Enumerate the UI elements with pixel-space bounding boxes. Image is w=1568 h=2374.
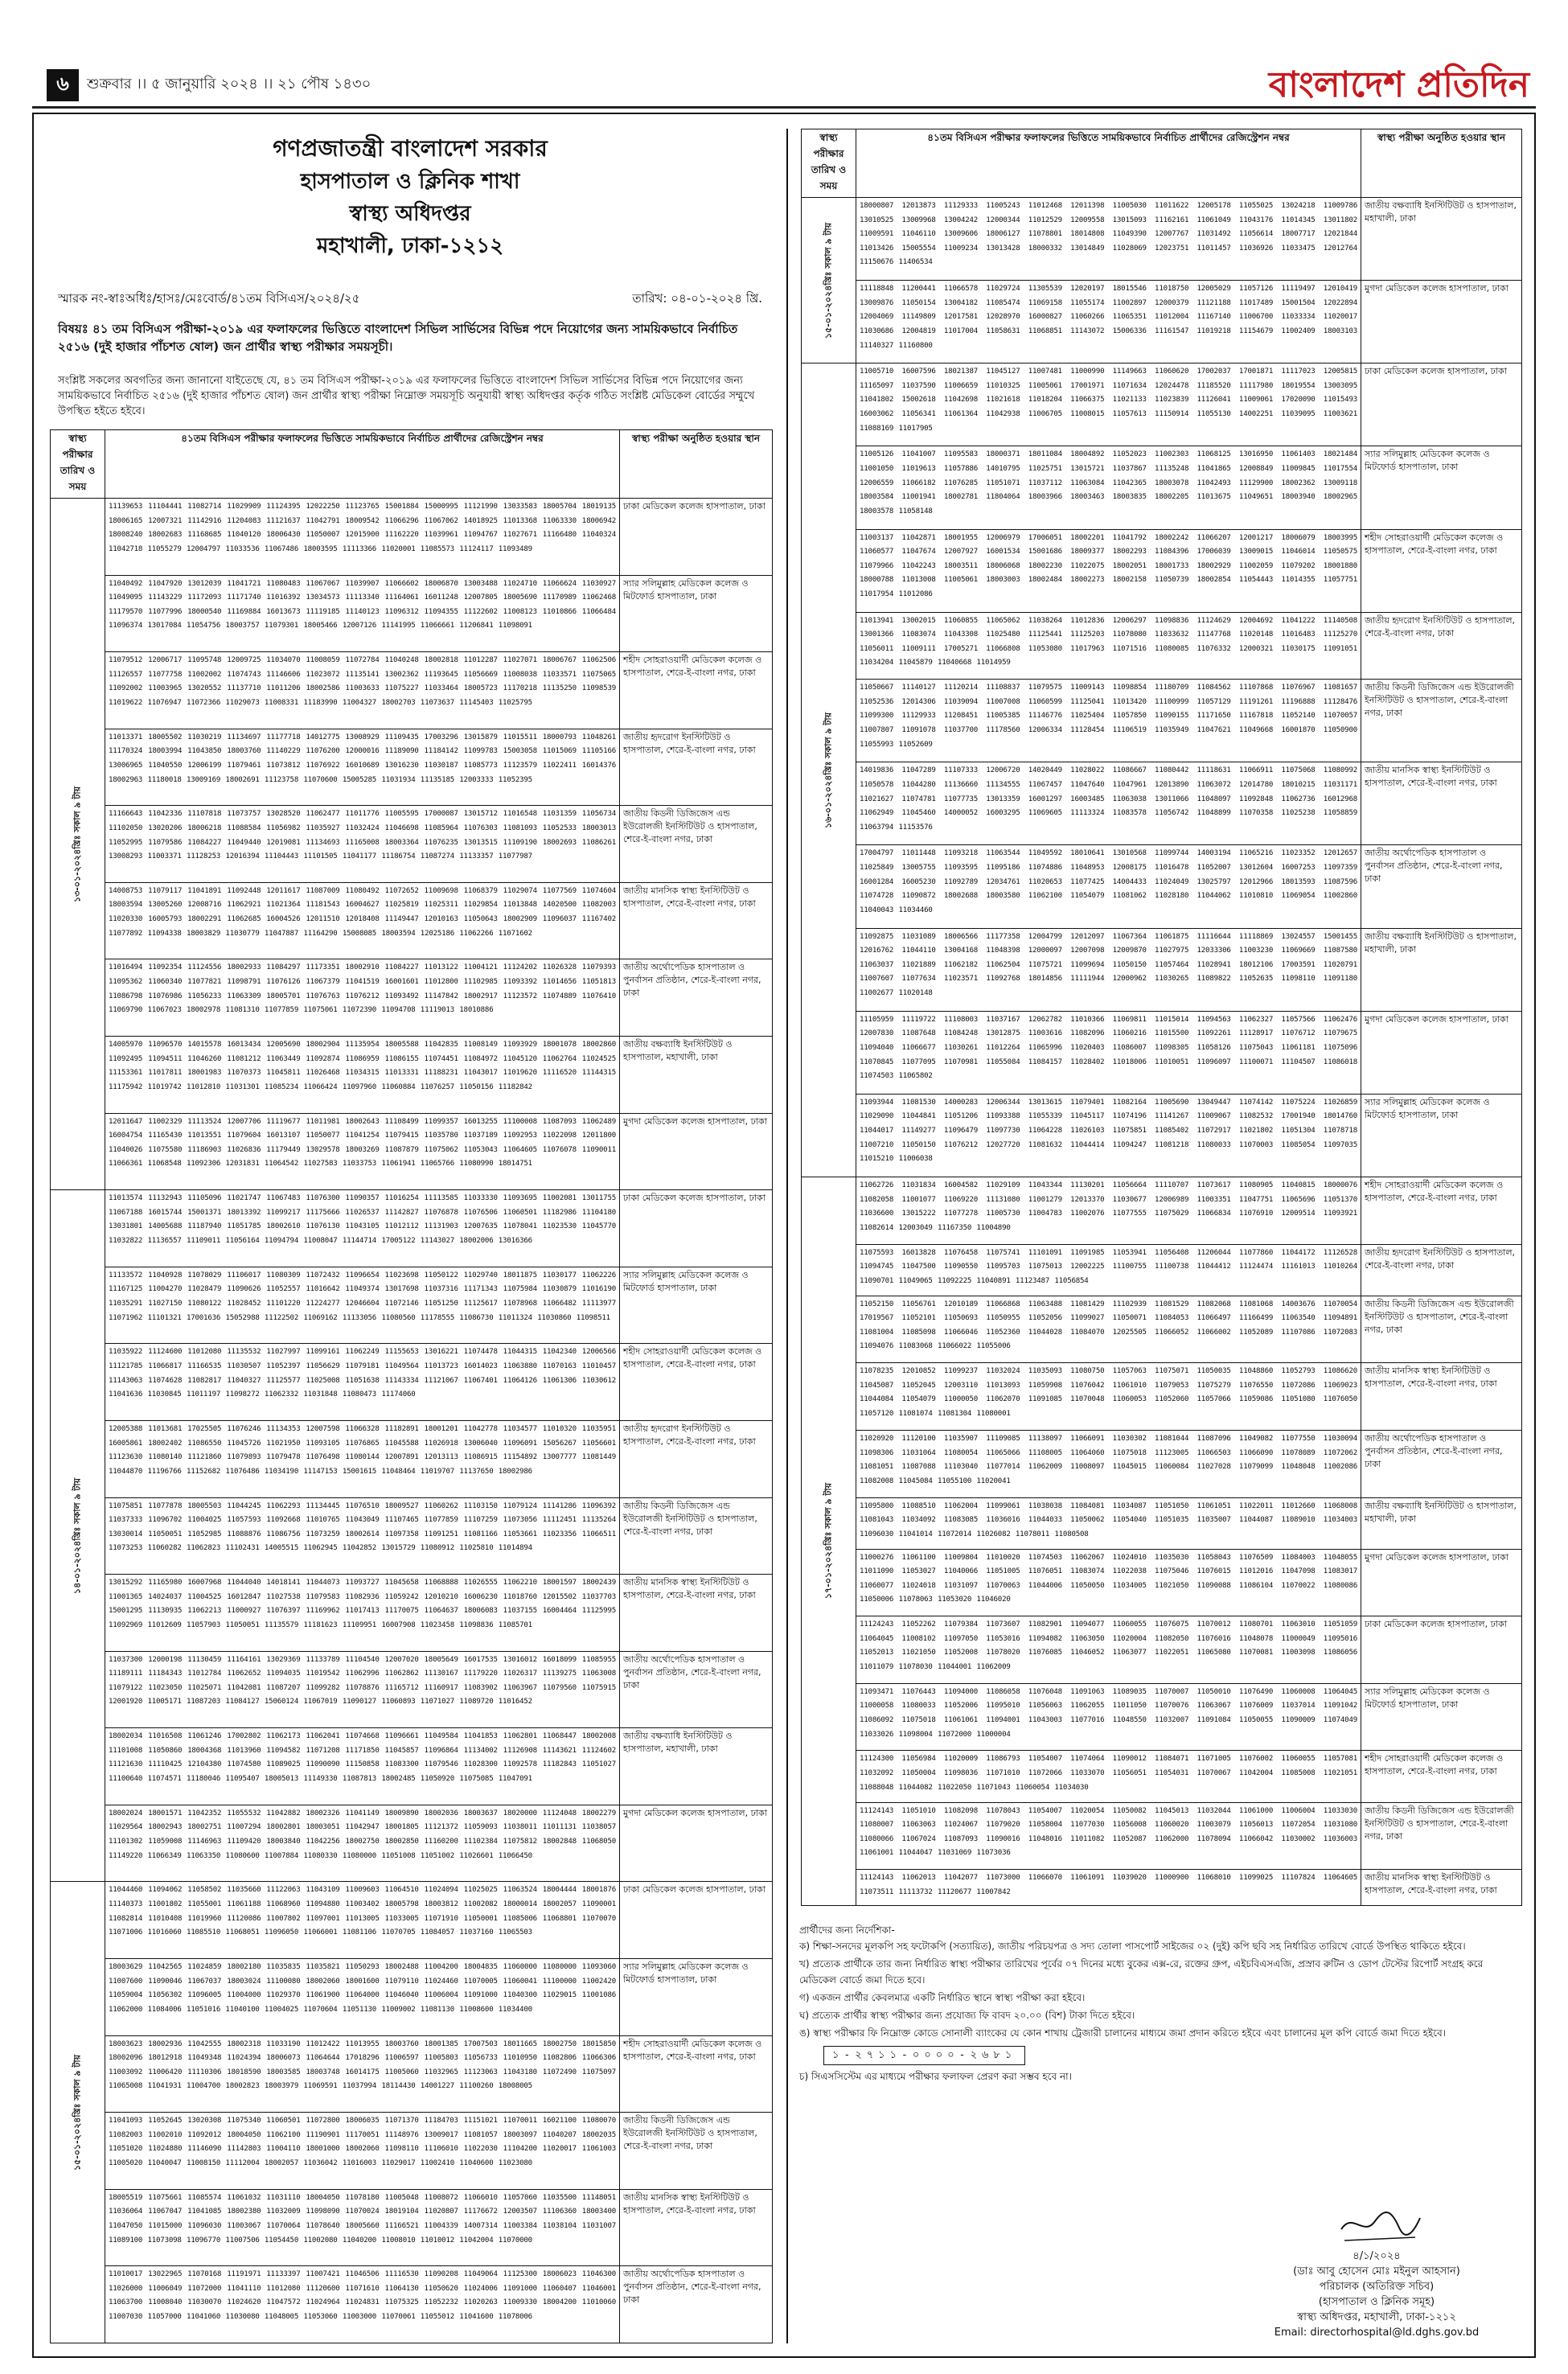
registration-numbers: 18002024 18001571 11042352 11055532 11042882 18002326 11041149 18009890 18002036 18003637 18020000 11124048 18002279 11029564 18002943 18002751 11007294 18002801 18003051 11042947 18001805 11121372 11059093 11038011 11011131 11038057 11101302 11059008 11146963 11109420 18003840 11042256 18002750 18002850 11160200 11102384 11075812 18002848 11068050 11149220 11066349 11063350 11080600 11007884 11080330 11080000 11051008 11051002 11026601 11066450 [105,1805,620,1882]
exam-venue: স্যার সলিমুল্লাহ মেডিকেল কলেজ ও মিটফোর্ড হাসপাতাল, ঢাকা [620,1267,773,1344]
signatory-title: পরিচালক (অতিরিক্ত সচিব) [1319,2281,1435,2293]
signatory-office: স্বাস্থ্য অধিদপ্তর, মহাখালী, ঢাকা-১২১২ [1297,2311,1456,2323]
exam-venue: জাতীয় অর্থোপেডিক হাসপাতাল ও পুনর্বাসন প্রতিষ্ঠান, শেরে-ই-বাংলা নগর, ঢাকা [620,959,773,1037]
table-row [802,446,1522,529]
exam-venue: ঢাকা মেডিকেল কলেজ হাসপাতাল, ঢাকা [620,1190,773,1267]
registration-numbers: 14019836 11047289 11107333 12006720 14020449 11028022 11086667 11080442 11118631 11066911 11075068 11080992 11050578 11044280 11136660 11134555 11067457 11047640 11047961 12013890 11063072 12014780 18010215 11031171 11021627 11074781 11077735 13013359 16001297 16003485 11063038 13011066 11048097 11092848 11062736 16012968 11062949 11045460 14000052 16003295 11069605 11113324 11083578 11056742 11048899 11070358 11025238 11058859 11063794 11153576 [856,762,1361,845]
registration-numbers: 12005388 11013681 17025505 11076246 11134353 12007598 11066328 11182891 18001201 11042778 11034577 11010320 11035951 16005861 18002402 11086550 11045726 11021950 11093105 11076865 11045588 11026918 13006040 11096091 15056267 11056601 11123630 11080140 11121860 11079893 11079478 11076498 11080144 12007891 12013113 11086915 11154892 13007777 11081449 11044870 11196766 11152682 11076486 11034190 11147153 15001615 11048464 11019707 11137650 18002986 [105,1420,620,1497]
exam-venue: ঢাকা মেডিকেল কলেজ হাসপাতাল, ঢাকা [1361,363,1522,446]
header-date: স্বাস্থ্য পরীক্ষার তারিখ ও সময় [802,129,856,198]
registration-numbers: 11105959 11119722 11108003 11037167 12062782 11010366 11069811 11015014 11094563 11062327 11057566 11062476 12007830 11087648 11084248 13012875 11003616 11082096 11060216 11015500 11092261 11128917 11076712 11079675 11094040 11066677 11030261 11012264 11065996 11020403 11086007 11098305 11058126 11075043 11061181 11075096 11070845 11077095 11070981 11055084 11084157 11028402 11018006 11010051 11096097 11100071 11104507 11086018 11074503 11065802 [856,1011,1361,1094]
header-registrations: ৪১তম বিসিএস পরীক্ষার ফলাফলের ভিত্তিতে সাময়িকভাবে নির্বাচিত প্রার্থীদের রেজিস্ট্রেশন নম্বর [856,129,1361,198]
instruction-item: ক) শিক্ষা-সনদের মূলকপি সহ ফটোকপি (সত্যায়িত), জাতীয় পরিচয়পত্র ও সদ্য তোলা পাসপোর্ট সাইজের ০২ (দুই) কপি ছবি সহ নির্ধারিত তারিখে বোর্ডে উপস্থিত থাকিতে হইবে। [799,1941,1466,1952]
handwritten-signature [1216,2205,1537,2249]
registration-numbers: 11092875 11031089 18006566 11177358 12004799 12012097 11067364 11061875 11116644 11118869 13024557 15001455 12016762 11044110 13004168 11048398 12000097 12007098 12009870 11027975 12033306 11003230 11069669 11087580 11063037 11021889 11062182 11062504 11075721 11099694 11050150 11057464 11028941 18012106 17003591 11020791 11007607 11077634 11023571 11092768 18014856 11111944 12000962 11030265 11089822 11052635 11098110 11091180 11002677 11020148 [856,928,1361,1011]
registration-numbers: 11062726 11031834 16004582 11029109 11043344 11130201 11056664 11110707 11073617 11080905 11040815 18000076 11082058 11001077 11069220 11131080 11001279 12013370 11030677 12006989 11003351 11047751 11065696 11051370 11036600 13015222 11077278 11005730 11004783 11002076 11077555 11075029 11066834 11076910 12009514 11093921 11082614 12003049 11167350 11004890 [856,1177,1361,1244]
exam-venue: মুগদা মেডিকেল কলেজ হাসপাতাল, ঢাকা [1361,1549,1522,1616]
registration-numbers: 11035922 11124600 11012080 11135532 11027997 11099161 11062249 11155653 13016221 11074478 11044315 11042340 12006566 11121785 11066817 11166535 11030507 11052397 11056629 11079181 11049564 11013723 16014023 11063880 11070163 11010457 11143063 11074628 11082817 11040327 11125577 11025008 11051638 11143334 11121067 11067401 11064126 11061306 11030612 11041636 11030845 11011197 11098272 11062332 11031848 11080473 11174060 [105,1344,620,1421]
registration-numbers: 11005710 16007596 18021387 11045127 11007481 11000990 11149663 11060620 17002037 17001871 11117023 12005815 11165097 11037590 11006659 11010325 11005061 17001971 11071634 12024478 11185520 11117980 18019554 13003095 11041802 15002618 11042698 11021618 11018204 11066375 11021133 11023839 11126041 11009061 17020090 11015493 16003062 11056341 11061364 11042938 11006705 11008015 11057613 11150914 11055130 14002251 11039095 11003621 11088169 11017905 [856,363,1361,446]
exam-venue: জাতীয় হৃদরোগ ইনস্টিটিউট ও হাসপাতাল, শেরে-ই-বাংলা নগর, ঢাকা [1361,1244,1522,1296]
exam-venue: শহীদ সোহরাওয়ার্দী মেডিকেল কলেজ ও হাসপাতাল, শেরে-ই-বাংলা নগর, ঢাকা [1361,529,1522,612]
registration-numbers: 11075593 16013828 11076458 11075741 11101091 11091985 11053941 11056408 11206044 11077860 11044172 11126528 11094745 11047500 11090550 11095703 11075013 12002225 11100755 11100738 11044412 11124474 11161013 11010264 11090701 11049065 11092225 11040891 11123487 11056854 [856,1244,1361,1296]
table-row [802,1296,1522,1363]
registration-numbers: 11013941 13002015 11060855 11065062 11038264 11012836 12006297 11098836 11124629 12004692 11041222 11140508 13001366 11083074 11043308 11025480 11125441 11125203 11078080 11033632 11147768 11020148 11016483 11125270 11056011 11009111 17005271 11066808 11053080 11017963 11071516 11080085 11076332 12000321 11030175 11091051 11034204 11045879 11040668 11014959 [856,612,1361,680]
instruction-item: চ) সিএসসিস্টেম এর মাধ্যমে পরীক্ষার ফলাফল প্রেরণ করা সম্ভব হবে না। [799,2071,1072,2082]
table-row [51,1958,773,2035]
signatory-name: (ডাঃ আবু হোসেন মোঃ মইনুল আহসান) [1293,2265,1460,2277]
exam-venue: জাতীয় কিডনী ডিজিজেস এন্ড ইউরোলজী ইনস্টিটিউট ও হাসপাতাল, শেরে-ই-বাংলা নগর, ঢাকা [1361,1296,1522,1363]
table-row [802,1802,1522,1870]
registration-numbers: 11078235 12010852 11099237 11032024 11035093 11080750 11057063 11075071 11050035 11048860 11052793 11086620 11045087 11052045 12003110 11013093 11059908 11076042 11061010 11079053 11075279 11076550 11072086 11069023 11044084 11054079 11000050 11062070 11091085 11070048 11060053 11052060 11057066 11059086 11051080 11076050 11057120 11081074 11081304 11080001 [856,1363,1361,1431]
header-venue: স্বাস্থ্য পরীক্ষা অনুষ্ঠিত হওয়ার স্থান [1361,129,1522,198]
contact-email: Email: directorhospital@ld.dghs.gov.bd [1274,2327,1480,2339]
instruction-item: ঘ) প্রত্যেক প্রার্থীর স্বাস্থ্য পরীক্ষার জন্য প্রযোজ্য ফি বাবদ ২০.০০ (বিশ) টাকা দিতে হইবে। [799,2010,1135,2021]
registration-numbers: 11095800 11088510 11062004 11099061 11038038 11084081 11034087 11051050 11061051 11022011 11012660 11068008 11081043 11034092 11083085 11036016 11044033 11050062 11054040 11051035 11035007 11044087 11089010 11034003 11096030 11041014 11072014 11026082 11078011 11080508 [856,1497,1361,1549]
exam-date-cell [51,1882,105,2343]
table-row [51,1882,773,1959]
notice-intro: সংশ্লিষ্ট সকলের অবগতির জন্য জানানো যাইতেছে যে, ৪১ তম বিসিএস পরীক্ষা-২০১৯ এর ফলাফলের ভিত্তিতে বাংলাদেশ সিভিল সার্ভিসের বিভিন্ন পদে নিয়োগের জন্য সাময়িকভাবে নির্বাচিত ২৫১৬ (দুই হাজার পাঁচশত ষোল) জন প্রার্থীর স্বাস্থ্য পরীক্ষা নিম্নোক্ত সময়সূচি অনুযায়ী স্বাস্থ্য অধিদপ্তর কর্তৃক গঠিত সংশ্লিষ্ট মেডিকেল বোর্ডের সম্মুখে উপস্থিত হইতে হইবে। [58,375,755,417]
exam-venue: জাতীয় কিডনী ডিজিজেস এন্ড ইউরোলজী ইনস্টিটিউট ও হাসপাতাল, শেরে-ই-বাংলা নগর, ঢাকা [1361,680,1522,762]
memo-line [58,290,762,310]
table-row [802,198,1522,281]
table-row [51,1805,773,1882]
memo-number: স্মারক নং-স্বাঃঅধিঃ/হাসঃ/মেঃবোর্ড/৪১তম বিসিএস/২০২৪/২৫ [58,291,360,306]
exam-venue: স্যার সলিমুল্লাহ মেডিকেল কলেজ ও মিটফোর্ড হাসপাতাল, ঢাকা [1361,1683,1522,1751]
exam-date: ১৫-০১-২০২৪খ্রিঃ সকাল ৯ টায় [72,2054,82,2171]
dateline: শুক্রবার ।। ৫ জানুয়ারি ২০২৪ ।। ২১ পৌষ ১৪৩০ [87,76,371,92]
exam-date-cell [51,499,105,1190]
exam-venue: জাতীয় কিডনী ডিজিজেস এন্ড ইউরোলজী ইনস্টিটিউট ও হাসপাতাল, শেরে-ই-বাংলা নগর, ঢাকা [1361,1802,1522,1870]
table-row [51,1651,773,1728]
exam-venue: জাতীয় কিডনী ডিজিজেস এন্ড ইউরোলজী ইনস্টিটিউট ও হাসপাতাল, শেরে-ই-বাংলা নগর, ঢাকা [620,806,773,883]
table-row [51,1037,773,1114]
exam-venue: জাতীয় মানসিক স্বাস্থ্য ইনস্টিটিউট ও হাসপাতাল, শেরে-ই-বাংলা নগর, ঢাকা [1361,1870,1522,1906]
table-row [802,1363,1522,1431]
registration-numbers: 11016494 11092354 11124556 18002933 11084297 11173351 18002910 11084227 11013122 11004121 11124202 11026328 11079393 11095362 11060340 11077821 11098791 11076126 11067379 11041519 16001601 11012800 11102985 11093392 11014656 11051813 11086798 11076986 11056233 11063309 18005701 11076763 11076212 11093492 11147842 18002917 11123572 11074889 11076410 11069790 11067023 18002978 11081310 11077859 11075061 11072390 11094708 11119013 18010886 [105,959,620,1037]
signature-block [1216,2205,1537,2340]
exam-venue: জাতীয় হৃদরোগ ইনস্টিটিউট ও হাসপাতাল, শেরে-ই-বাংলা নগর, ঢাকা [1361,612,1522,680]
table-row [802,845,1522,928]
table-row [802,1177,1522,1244]
registration-numbers: 11124143 11051010 11082098 11078043 11054007 11020054 11050082 11045013 11032044 11061000 11006004 11033030 11080007 11063063 11024067 11079020 11058004 11077030 11056008 11060020 11003079 11056013 11072054 11031080 11080066 11067024 11087093 11090016 11048016 11011082 11052087 11062000 11078094 11066042 11030002 11036003 11061001 11044047 11031069 11073036 [856,1802,1361,1870]
header-location: মহাখালী, ঢাকা-১২১২ [316,234,504,258]
table-row [51,2266,773,2343]
registration-numbers: 11052150 11056761 12010189 11066868 11063488 11081429 11102939 11081529 11082068 11081068 14003676 11070054 17019567 11052101 11050693 11050955 11052056 11099027 11050071 11084053 11066497 11166499 11063540 11094891 11081004 11085098 11066046 11052360 11044028 11084070 12025505 11066052 11066002 11052089 11107086 11072083 11094076 11083068 11066022 11055006 [856,1296,1361,1363]
table-row [51,1344,773,1421]
table-row [51,1267,773,1344]
registration-numbers: 14005970 11096570 14015578 16013434 12005690 18002904 11135954 18005588 11042835 11008149 11093929 18001078 18002860 11092495 11094511 11046260 11081212 11063449 11092874 11086959 11086155 11074451 11084972 11045120 11062764 11024525 11153361 11017811 18001983 11070373 11045811 11026468 11034315 11013331 11188231 11043017 11019620 11116520 11144315 11175942 11019742 11012810 11031301 11085234 11066424 11097960 11060884 11076257 11050156 11182842 [105,1037,620,1114]
header-registrations: ৪১তম বিসিএস পরীক্ষার ফলাফলের ভিত্তিতে সাময়িকভাবে নির্বাচিত প্রার্থীদের রেজিস্ট্রেশন নম্বর [105,430,620,499]
exam-date: ১৪-০১-২০২৪খ্রিঃ সকাল ৯ টায় [72,1477,82,1594]
exam-venue: শহীদ সোহরাওয়ার্দী মেডিকেল কলেজ ও হাসপাতাল, শেরে-ই-বাংলা নগর, ঢাকা [620,652,773,729]
table-row [802,281,1522,363]
table-row [802,680,1522,762]
table-row [51,1497,773,1575]
table-row [51,2113,773,2190]
registration-numbers: 11040492 11047920 13012039 11041721 11080483 11067067 11039907 11066602 18006870 13003488 11024710 11066624 11030927 11049095 11143229 11172093 11171740 11016392 13034573 11113340 11164061 16011248 12007805 18005690 11170989 11062468 11179570 11077996 18000540 11169884 16013673 11119185 11140123 11096312 11094355 11122602 11008123 11010866 11066484 11096374 13017084 11054756 18003757 11079301 18005466 12007126 11141995 11066661 11206841 11098091 [105,575,620,652]
table-row [51,959,773,1037]
exam-venue: স্যার সলিমুল্লাহ মেডিকেল কলেজ ও মিটফোর্ড হাসপাতাল, ঢাকা [1361,1094,1522,1177]
exam-venue: শহীদ সোহরাওয়ার্দী মেডিকেল কলেজ ও হাসপাতাল, শেরে-ই-বাংলা নগর, ঢাকা [1361,1751,1522,1802]
schedule-table-left [50,429,773,2343]
registration-numbers: 11003137 11042871 18001955 12006979 17006051 18002201 11041792 18002242 11066207 12001217 18006079 18003995 11060577 11047674 12007927 16001534 15001686 18009377 18002293 11084396 17006039 13009015 11046014 11050575 11079966 11042243 18003511 18006068 18002230 11022075 18002051 18001733 18002929 11002059 11079202 18001880 18000788 11013008 11005061 18003003 18002484 18002273 18002158 11050739 18002854 11054443 11014355 11057751 11017954 11012086 [856,529,1361,612]
table-row [802,1094,1522,1177]
treasury-account-code: ১-২৭১১-০০০০-২৬৮১ [823,2046,1025,2065]
registration-numbers: 11075851 11077878 18005503 11044245 11062293 11134445 11076510 18009527 11060262 11103150 11079124 11141286 11096392 11037333 11096702 11004025 11057593 11092668 11010765 11043049 11107465 11077859 11107259 11073056 11112451 11135264 13030014 11050051 11052985 11088876 11086756 11073259 18002614 11097358 11091251 11081166 11053661 11023356 11066511 11073253 11060282 11062823 11102431 14005515 11062945 11042852 13015729 11080912 11025810 11014894 [105,1497,620,1575]
exam-venue: শহীদ সোহরাওয়ার্দী মেডিকেল কলেজ ও হাসপাতাল, শেরে-ই-বাংলা নগর, ঢাকা [620,2035,773,2113]
exam-date: ১৩-০১-২০২৪খ্রিঃ সকাল ৯ টায় [72,786,82,902]
exam-venue: জাতীয় বক্ষব্যাধি ইনস্টিটিউট ও হাসপাতাল, মহাখালী, ঢাকা [620,1037,773,1114]
table-row [51,1190,773,1267]
exam-venue: জাতীয় অর্থোপেডিক হাসপাতাল ও পুনর্বাসন প্রতিষ্ঠান, শেরে-ই-বাংলা নগর, ঢাকা [620,2266,773,2343]
registration-numbers: 11037300 12000198 11130459 11164161 13029369 11133789 11104540 12007020 18005649 16017535 13016012 16018099 11085955 11189111 11184343 11012784 11062652 11094035 11019542 11062996 11062862 11130167 11179220 11026317 11139275 11063008 11079122 11023050 11025071 11042081 11087207 11099282 11078876 11165712 11160917 11083902 11063967 11079560 11075915 12001920 11005171 11087203 11084127 15060124 11067019 11090127 11060893 11071027 11089720 11016452 [105,1651,620,1728]
government-notice [32,113,1536,2358]
exam-date-cell [802,1177,856,1905]
exam-date-cell [51,1190,105,1882]
registration-numbers: 11041093 11052645 13020308 11075340 11060501 11072800 18006035 11071370 11184703 11151021 11070011 16021100 11080070 11082003 11002010 11092012 18004050 11062100 11190901 11170051 11148976 13009017 11081057 18003097 11040207 18002035 11051020 11024880 11146090 11142803 11004110 18001000 18002060 11098110 11106010 11022030 11104200 11020017 11061003 11005020 11040047 11008150 11112004 18002057 11036042 11016003 11029017 11002410 11040600 11023080 [105,2113,620,2190]
registration-numbers: 11013371 18005502 11030219 11134697 11177718 14012775 13008929 11109435 17003296 13015879 11015511 18000793 11048261 11170324 18003994 11043850 18003760 11140229 11076200 12000016 11189090 11184142 11099783 15003058 11015069 11105166 13006965 11040550 12006199 11079461 11073812 11076922 16010689 13016230 11030187 11085773 11123579 11022411 16014376 18002963 11180018 13009169 18002691 11123758 11070600 15005285 11031934 11135185 12003333 11052395 [105,729,620,806]
instruction-item: গ) একজন প্রার্থীর কেবলমাত্র একটি নির্ধারিত স্থানে স্বাস্থ্য পরীক্ষা করা হইবে। [799,1992,1086,2003]
table-row [51,575,773,652]
registration-numbers: 11093944 11081530 14000283 12006344 13013615 11079401 11082164 11005690 13049447 11074142 11075224 11026859 11029090 11044841 11051206 11093388 11055339 11045117 11074196 11141267 11009067 11082532 17001940 18014760 11044017 11149277 11096479 11097730 11064228 11026103 11075851 11085402 11072917 11021802 11051304 11078718 11007210 11050150 11076212 12027720 11081632 11044414 11094247 11081218 11080033 11070003 11085054 11097035 11015210 11006038 [856,1094,1361,1177]
exam-venue: জাতীয় মানসিক স্বাস্থ্য ইনস্টিটিউট ও হাসপাতাল, শেরে-ই-বাংলা নগর, ঢাকা [1361,1363,1522,1431]
header-branch: হাসপাতাল ও ক্লিনিক শাখা [300,170,520,194]
table-row [51,499,773,576]
table-row [51,1728,773,1805]
registration-numbers: 11139653 11104441 11082714 11029909 11124395 12022250 11123765 15001884 15000995 11121990 13033583 18005704 18019135 18006165 12007321 11142916 11204083 11121637 11042791 18009542 11066296 11067062 14018925 11013368 11063330 18006942 18008240 18002683 11168685 11040120 18006430 11050007 12015900 11162220 11039961 11094767 11027671 11166480 11040324 11042718 11055279 12004797 11033536 11067486 18003595 11113366 11020001 11085573 11124117 11093489 [105,499,620,576]
registration-numbers: 17004797 11011448 11093218 11063544 11049592 18010641 13010568 11099744 14003194 11065216 11023352 12012657 11025849 13005755 11093595 11095186 11074886 11048953 12008175 11016478 11052007 13012604 16007253 11097359 16001284 16005230 11092789 12034761 11020653 11077425 14004433 11024049 13025797 12012966 18013593 11087596 11074728 11090872 18002688 18003580 11062100 11054079 11081062 11028180 11044062 11010810 11069054 11002860 11040043 11034460 [856,845,1361,928]
registration-numbers: 11124143 11062013 11042077 11073000 11066070 11061091 11039020 11000900 11068010 11099025 11107824 11064605 11073511 11113732 11120677 11007842 [856,1870,1361,1906]
exam-venue: স্যার সলিমুল্লাহ মেডিকেল কলেজ ও মিটফোর্ড হাসপাতাল, ঢাকা [1361,446,1522,529]
signature-scribble-icon [1336,2205,1425,2249]
table-row [802,1549,1522,1616]
registration-numbers: 11118848 11200441 11066578 11029724 11305539 12020197 18015546 11018750 12005029 11057126 11119497 12010419 13009876 11050154 13004182 11085474 11069158 11055174 11002897 12000379 11121188 11017489 15001504 12022894 12004069 11149809 12017581 12028970 16000827 11060266 11065351 11012004 11167140 11006700 11033334 11020017 11030686 12004819 11017004 11058631 11068851 11143072 15006336 11161547 11019218 11154679 11002409 18003103 11140327 11160800 [856,281,1361,363]
header-department: স্বাস্থ্য অধিদপ্তর [349,202,471,226]
table-row [802,1497,1522,1549]
memo-date: তারিখ: ০৪-০১-২০২৪ খ্রি. [632,291,762,306]
schedule-table-right [801,129,1522,1906]
table-row [51,1575,773,1652]
registration-numbers: 11166643 11042336 11107818 11073757 13028520 11062477 11011776 11005595 17000087 13015712 11016548 11031359 11056734 11102050 13020206 18006218 11088584 11056982 11035927 11032424 11046698 11085964 11076303 11081093 11052533 18003013 11052995 11079586 11084227 11049440 12019081 11134693 11165008 18003364 11076235 13013515 11109190 18002693 11086261 13008293 11003371 11128253 12016394 11104443 11101505 11041177 11186754 11087274 11133357 11077987 [105,806,620,883]
header-date: স্বাস্থ্য পরীক্ষার তারিখ ও সময় [51,430,105,499]
exam-venue: জাতীয় বক্ষব্যাধি ইনস্টিটিউট ও হাসপাতাল, মহাখালী, ঢাকা [620,1728,773,1805]
table-row [802,1011,1522,1094]
exam-venue: জাতীয় মানসিক স্বাস্থ্য ইনস্টিটিউট ও হাসপাতাল, শেরে-ই-বাংলা নগর, ঢাকা [620,2189,773,2266]
table-row [802,1244,1522,1296]
masthead-rule [32,106,1536,109]
table-row [51,1420,773,1497]
exam-date: ১৭-০১-২০২৪খ্রিঃ সকাল ৯ টায় [823,1483,833,1600]
exam-venue: জাতীয় বক্ষব্যাধি ইনস্টিটিউট ও হাসপাতাল, মহাখালী, ঢাকা [1361,198,1522,281]
exam-venue: জাতীয় অর্থোপেডিক হাসপাতাল ও পুনর্বাসন প্রতিষ্ঠান, শেরে-ই-বাংলা নগর, ঢাকা [620,1651,773,1728]
newspaper-logo: বাংলাদেশ প্রতিদিন [1268,64,1529,105]
column-divider [786,129,788,2343]
registration-numbers: 11124243 11052262 11079384 11073607 11082901 11094077 11060055 11076075 11070012 11080701 11063010 11051059 11064045 11008102 11097050 11053016 11094082 11063050 11020004 11082050 11076016 11048078 11000049 11095016 11052013 11021050 11052008 11078020 11076085 11046052 11063077 11022051 11065080 11070081 11003098 11086056 11011079 11078030 11044001 11062009 [856,1616,1361,1684]
exam-venue: জাতীয় কিডনী ডিজিজেস এন্ড ইউরোলজী ইনস্টিটিউট ও হাসপাতাল, শেরে-ই-বাংলা নগর, ঢাকা [620,2113,773,2190]
exam-venue: স্যার সলিমুল্লাহ মেডিকেল কলেজ ও মিটফোর্ড হাসপাতাল, ঢাকা [620,1958,773,2035]
registration-numbers: 11000276 11061100 11009804 11010020 11074503 11062067 11024010 11035030 11058043 11076509 11084003 11048055 11011090 11053027 11040066 11051005 11076051 11083074 11022038 11075046 11076015 11012016 11047098 11083017 11060077 11024018 11031097 11070063 11044006 11050050 11034005 11021050 11090088 11086104 11070022 11080086 11050006 11078063 11053020 11046020 [856,1549,1361,1616]
table-row [802,928,1522,1011]
header-government: গণপ্রজাতন্ত্রী বাংলাদেশ সরকার [273,135,548,162]
notice-subject: বিষয়ঃ ৪১ তম বিসিএস পরীক্ষা-২০১৯ এর ফলাফলের ভিত্তিতে বাংলাদেশ সিভিল সার্ভিসের বিভিন্ন পদে নিয়োগের জন্য সাময়িকভাবে নির্বাচিত ২৫১৬ (দুই হাজার পাঁচশত ষোল) জন প্রার্থীর স্বাস্থ্য পরীক্ষার সময়সূচী। [58,322,738,354]
registration-numbers: 18005519 11075661 11085574 11061032 11031110 18004050 11078180 11005048 11008072 11066010 11057060 11035500 11148051 11036064 11067047 11041085 18002380 11032009 11098090 11070024 18019104 11020807 11176672 12003507 11106360 18003400 11047050 11015000 11096030 11003067 11070064 11078640 18005660 11166521 11004339 14007314 11003384 11038104 11031007 11089100 11073098 11096770 11007506 11054450 11002080 11040200 11008010 11010012 11042004 11070000 [105,2189,620,2266]
table-row [51,806,773,883]
instructions-intro: প্রার্থীদের জন্য নির্দেশিকা- [799,1924,895,1936]
registration-numbers: 18003629 11042565 11024859 18002180 11035835 11035821 11050293 18002488 11004200 18004835 11060000 11080000 11093060 11007600 11090046 11067037 18003024 11100080 18002060 18001600 11079110 11024460 11070005 11060041 11100000 11002420 11059004 11056302 11096005 11004000 11029370 11061900 11064000 11046040 11006004 11091000 11040300 11029015 11001086 11062000 11084006 11051016 11040100 11004025 11070604 11051130 11009002 11081130 11008600 11034400 [105,1958,620,2035]
signature-date: ৪/১/২০২৪ [1353,2250,1401,2262]
exam-date-cell [802,363,856,1177]
exam-venue: স্যার সলিমুল্লাহ মেডিকেল কলেজ ও মিটফোর্ড হাসপাতাল, ঢাকা [620,575,773,652]
exam-date: ১৫-০১-২০২৪খ্রিঃ সকাল ৯ টায় [823,222,833,339]
exam-venue: শহীদ সোহরাওয়ার্দী মেডিকেল কলেজ ও হাসপাতাল, শেরে-ই-বাংলা নগর, ঢাকা [1361,1177,1522,1244]
instructions [799,1922,1521,2086]
exam-venue: ঢাকা মেডিকেল কলেজ হাসপাতাল, ঢাকা [620,1882,773,1959]
registration-numbers: 11133572 11040928 11078029 11106017 11080309 11072432 11096654 11023698 11050122 11029740 18011875 11030177 11062226 11167125 11004270 11028479 11090626 11052557 11016642 11049374 13017698 11037316 11171343 11075984 11030879 11016190 11035291 11027150 11080122 11028452 11101220 11224277 12046604 11072146 11051250 11125617 11078968 11066482 11113977 11071962 11101321 17001636 15052988 11122502 11069162 11133056 11080560 11178555 11086730 11011324 11030860 11098511 [105,1267,620,1344]
exam-venue: জাতীয় অর্থোপেডিক হাসপাতাল ও পুনর্বাসন প্রতিষ্ঠান, শেরে-ই-বাংলা নগর, ঢাকা [1361,1430,1522,1497]
exam-venue: মুগদা মেডিকেল কলেজ হাসপাতাল, ঢাকা [1361,281,1522,363]
registration-numbers: 11044460 11094062 11058502 11035660 11122063 11043109 11009603 11064510 11024094 11025025 11063524 18004444 18001876 11140373 11001802 11055001 11061188 11068960 11094880 11003402 18005798 18003812 11002082 18000014 18002057 11090001 11082814 11010408 11019960 11120086 11007802 11097001 11013005 11033005 11071910 11050001 11085006 11068801 11070070 11071006 11016060 11085510 11068051 11096050 11066001 11081106 11070705 11084057 11037160 11065503 [105,1882,620,1959]
table-row [802,529,1522,612]
table-row [802,762,1522,845]
table-row [802,1430,1522,1497]
signatory-unit: (হাসপাতাল ও ক্লিনিক সমূহ) [1318,2296,1435,2308]
exam-venue: জাতীয় মানসিক স্বাস্থ্য ইনস্টিটিউট ও হাসপাতাল, শেরে-ই-বাংলা নগর, ঢাকা [620,1575,773,1652]
registration-numbers: 11079512 12006717 11095748 12009725 11034070 11008059 11072784 11040248 18002818 11012287 11027071 18006767 11062506 11126557 11077758 11002002 11074743 11146606 11023072 11135141 13002362 11193645 11056669 11008038 11033571 11075065 11092002 11003965 13020552 11137710 11011206 18002586 11003633 11075227 11033464 18005723 11170218 11135250 11098539 11019622 11076947 11072366 11029073 11008331 11183990 11004327 18002703 11073637 11145403 11025795 [105,652,620,729]
table-row [51,729,773,806]
exam-venue: জাতীয় বক্ষব্যাধি ইনস্টিটিউট ও হাসপাতাল, মহাখালী, ঢাকা [1361,928,1522,1011]
exam-date-cell [802,198,856,363]
exam-date: ১৬-০১-২০২৪খ্রিঃ সকাল ৯ টায় [823,712,833,828]
instruction-item: ঙ) স্বাস্থ্য পরীক্ষার ফি নিম্নোক্ত কোডে সোনালী ব্যাংকের যে কোন শাখায় ট্রেজারী চালানের মাধ্যমে জমা প্রদান করিতে হইবে এবং চালানের মূল কপি বোর্ডে জমা দিতে হইবে। [799,2027,1446,2039]
exam-venue: জাতীয় কিডনী ডিজিজেস এন্ড ইউরোলজী ইনস্টিটিউট ও হাসপাতাল, শেরে-ই-বাংলা নগর, ঢাকা [620,1497,773,1575]
table-row [51,2035,773,2113]
exam-venue: জাতীয় মানসিক স্বাস্থ্য ইনস্টিটিউট ও হাসপাতাল, শেরে-ই-বাংলা নগর, ঢাকা [620,882,773,959]
exam-venue: মুগদা মেডিকেল কলেজ হাসপাতাল, ঢাকা [620,1113,773,1190]
table-row [51,2189,773,2266]
registration-numbers: 14008753 11079117 11041891 11092448 12011617 11087009 11080492 11072652 11009698 11068379 11029074 11077569 11074604 18003594 13005260 12008716 11062921 11021364 11181543 16004627 11025819 11025311 11029854 11013848 14020500 11082003 11020330 16005793 18002291 11062685 16004526 12011510 12018408 11149447 12010163 11050643 18002909 11096037 11167402 11077892 11094338 18003829 11030779 11047887 11164290 15008085 18003594 12025186 11062266 11071602 [105,882,620,959]
table-row [51,1113,773,1190]
registration-numbers: 12011647 11002329 11113524 12007706 11119677 11011981 18002643 11108499 11099357 16013255 11100008 11087093 11062489 16004754 11165430 11013551 11079604 16013107 11050077 11041254 11079415 11035780 11037189 11092953 11022098 12011800 11040026 11075580 11186903 11026836 11179449 13029578 18003269 11087879 11075062 11053043 11064605 11076078 11090011 11066361 11068548 11092306 12031831 11064542 11027583 11033753 11061941 11065766 11080990 18014751 [105,1113,620,1190]
exam-venue: ঢাকা মেডিকেল কলেজ হাসপাতাল, ঢাকা [1361,1616,1522,1684]
table-row [802,1616,1522,1684]
registration-numbers: 18002034 11016508 11061246 17002802 11062173 11062041 11074668 11096661 11049584 11041853 11062801 11068447 18002008 11101008 11050860 18004368 11013960 11094582 11071208 11171850 11045857 11096864 11134002 11126908 11143621 11124602 11121630 11110425 12104380 11074580 11089025 11090090 11150858 11083300 11079546 11028300 11092578 11182843 11051027 11100640 11074571 11180046 11095407 18005013 11149330 11087813 18002485 11050920 11075085 11047091 [105,1728,620,1805]
table-row [802,363,1522,446]
exam-venue: ঢাকা মেডিকেল কলেজ হাসপাতাল, ঢাকা [620,499,773,576]
exam-venue: জাতীয় অর্থোপেডিক হাসপাতাল ও পুনর্বাসন প্রতিষ্ঠান, শেরে-ই-বাংলা নগর, ঢাকা [1361,845,1522,928]
registration-numbers: 11050667 11140127 11120214 11108837 11079575 11009143 11098854 11180709 11084562 11107868 11076967 11081657 11052536 12014306 11039094 11007008 11060599 11125041 11013420 11100999 11057129 11191261 11196888 11128476 11099300 11129933 11208451 11005385 11146776 11025404 11057850 11090155 11171650 11167818 11052140 11070057 11007807 11091078 11037700 11178560 12006334 11128454 11106519 11035949 11047621 11049668 16001870 11050900 11055993 11052609 [856,680,1361,762]
registration-numbers: 11093471 11076443 11094000 11086058 11076048 11091063 11089035 11070007 11050010 11076490 11060008 11064045 11000058 11080033 11052006 11095010 11056063 11062055 11011050 11070076 11063067 11076009 11037014 11091042 11086092 11075018 11061061 11094001 11043003 11077016 11048550 11032007 11091084 11050055 11090009 11074049 11033026 11098004 11072000 11000004 [856,1683,1361,1751]
exam-venue: জাতীয় হৃদরোগ ইনস্টিটিউট ও হাসপাতাল, শেরে-ই-বাংলা নগর, ঢাকা [620,729,773,806]
table-row [51,652,773,729]
registration-numbers: 18003623 18002936 11042555 18002318 11033190 11012422 11013955 18003760 18001385 17007503 18011665 18002750 18015850 18002096 18012918 11049348 11024394 18006073 11064644 17018296 11006597 11005803 11056733 11010950 11082806 11066306 11003092 11006420 11110306 18018590 18003585 18003748 16014175 11005060 11032965 11123063 11043180 11072490 11075097 11065008 11041931 11004700 18002823 18003979 11069591 11037994 18114430 14001227 11100260 18008005 [105,2035,620,2113]
notice-header [50,132,770,262]
instruction-item: খ) প্রত্যেক প্রার্থীকে তার জন্য নির্ধারিত স্বাস্থ্য পরীক্ষার তারিখের পূর্বের ০৭ দিনের মধ্যে বুকের এক্স-রে, রক্তের গ্রুপ, এইচবিএসএজি, প্রস্রাব রুটিন ও ডোপ টেস্টের রিপোর্ট সংগ্রহ করে মেডিকেল বোর্ডে জমা দিতে হবে। [799,1958,1484,1986]
masthead [0,0,1568,105]
exam-venue: শহীদ সোহরাওয়ার্দী মেডিকেল কলেজ ও হাসপাতাল, শেরে-ই-বাংলা নগর, ঢাকা [620,1344,773,1421]
header-venue: স্বাস্থ্য পরীক্ষা অনুষ্ঠিত হওয়ার স্থান [620,430,773,499]
registration-numbers: 11010017 13022965 11070168 11191971 11133397 11007421 11046506 11116530 11090208 11049064 11125300 18006023 11046300 11026000 11006049 11072000 11041110 11012080 11120600 11071610 11064130 11050620 11024006 11091000 11060407 11046001 11063700 11008040 11030070 11024620 11047572 11024964 11024831 11075325 11052232 11020263 11009330 18004200 11010060 11007030 11057000 11041060 11030080 11048005 11053060 11003000 11070061 11055012 11041600 11078006 [105,2266,620,2343]
table-row [802,1870,1522,1906]
page-number: ৬ [47,69,79,101]
table-row [51,882,773,959]
exam-venue: জাতীয় হৃদরোগ ইনস্টিটিউট ও হাসপাতাল, শেরে-ই-বাংলা নগর, ঢাকা [620,1420,773,1497]
exam-venue: মুগদা মেডিকেল কলেজ হাসপাতাল, ঢাকা [1361,1011,1522,1094]
registration-numbers: 11005126 11041007 11095583 18000371 18011084 18004892 11052023 11002303 11068125 13016950 11061403 18021484 11001050 11019613 11057886 14010795 11025751 13015721 11037867 11135248 11041865 12008849 11009845 11017554 12006559 11066182 11076285 11051071 11037112 11063084 11042365 18003078 11042493 11129900 18002362 13009118 18003584 11001941 18002781 11804064 18003966 18003463 18003835 18002205 11013675 11049651 18003940 18002965 18003578 11058148 [856,446,1361,529]
registration-numbers: 13015292 11165980 16007968 11044040 14018141 11044073 11093727 11045658 11068888 11026555 11062210 18001597 18002439 11001365 14024037 11004525 16012847 11027538 11079583 11082936 11059242 12010210 16006230 11018760 12015502 11037703 15001295 11130935 11062213 11000927 11076397 11169962 11017413 11170075 11064637 18006083 11037155 16004464 11125995 11092969 11012609 11057903 11050051 11135579 11181623 11109951 16007908 11023458 11098836 11085701 [105,1575,620,1652]
registration-numbers: 18000807 12013873 11129333 11005243 11012468 12011398 11005030 11011622 12005178 11055025 13024218 11009786 13010525 13009968 13004242 12000344 11012529 12009558 13015093 11162161 11061049 11043176 11014345 13011802 11009591 11046110 13009606 18006127 11078801 18014808 11049390 12007767 11031492 11056614 18007717 12021844 11013426 15005554 11009234 13013428 18000332 13014849 11028069 12023751 11011457 11036926 11033475 12012764 11150676 11406534 [856,198,1361,281]
registration-numbers: 11124300 11056984 11020009 11086793 11054007 11074064 11090012 11084071 11071005 11076002 11060055 11057081 11032092 11050004 11098036 11071010 11072066 11033070 11056051 11054031 11070067 11042004 11085008 11021051 11088048 11044082 11022050 11071043 11060054 11034030 [856,1751,1361,1802]
exam-venue: মুগদা মেডিকেল কলেজ হাসপাতাল, ঢাকা [620,1805,773,1882]
table-row [802,1751,1522,1802]
registration-numbers: 11013574 11132943 11105096 11021747 11067483 11076300 11090357 11016254 11113585 11033330 11093695 11002081 13011755 11067188 16015744 15001371 18013392 11099217 11175666 11026537 11142827 11076878 11076506 11060501 11182986 11104180 13031801 14005688 11187940 11051785 18002610 11076130 11043105 11012112 11131903 12007635 11078041 11023530 11045770 11032822 11136557 11109011 11056164 11094794 11008047 11144714 17005122 11143027 18002006 13016366 [105,1190,620,1267]
exam-venue: জাতীয় বক্ষব্যাধি ইনস্টিটিউট ও হাসপাতাল, মহাখালী, ঢাকা [1361,1497,1522,1549]
registration-numbers: 11020920 11120100 11035907 11109085 11138097 11066091 11030302 11081044 11087096 11049082 11077550 11030094 11098306 11031064 11080054 11065066 11108005 11064060 11075018 11123005 11066503 11066090 11078089 11072062 11081051 11087088 11103040 11077014 11062009 11008097 11045015 11060084 11027028 11079099 11048048 11002086 11082008 11045084 11055100 11020041 [856,1430,1361,1497]
exam-venue: জাতীয় মানসিক স্বাস্থ্য ইনস্টিটিউট ও হাসপাতাল, শেরে-ই-বাংলা নগর, ঢাকা [1361,762,1522,845]
table-row [802,1683,1522,1751]
table-row [802,612,1522,680]
